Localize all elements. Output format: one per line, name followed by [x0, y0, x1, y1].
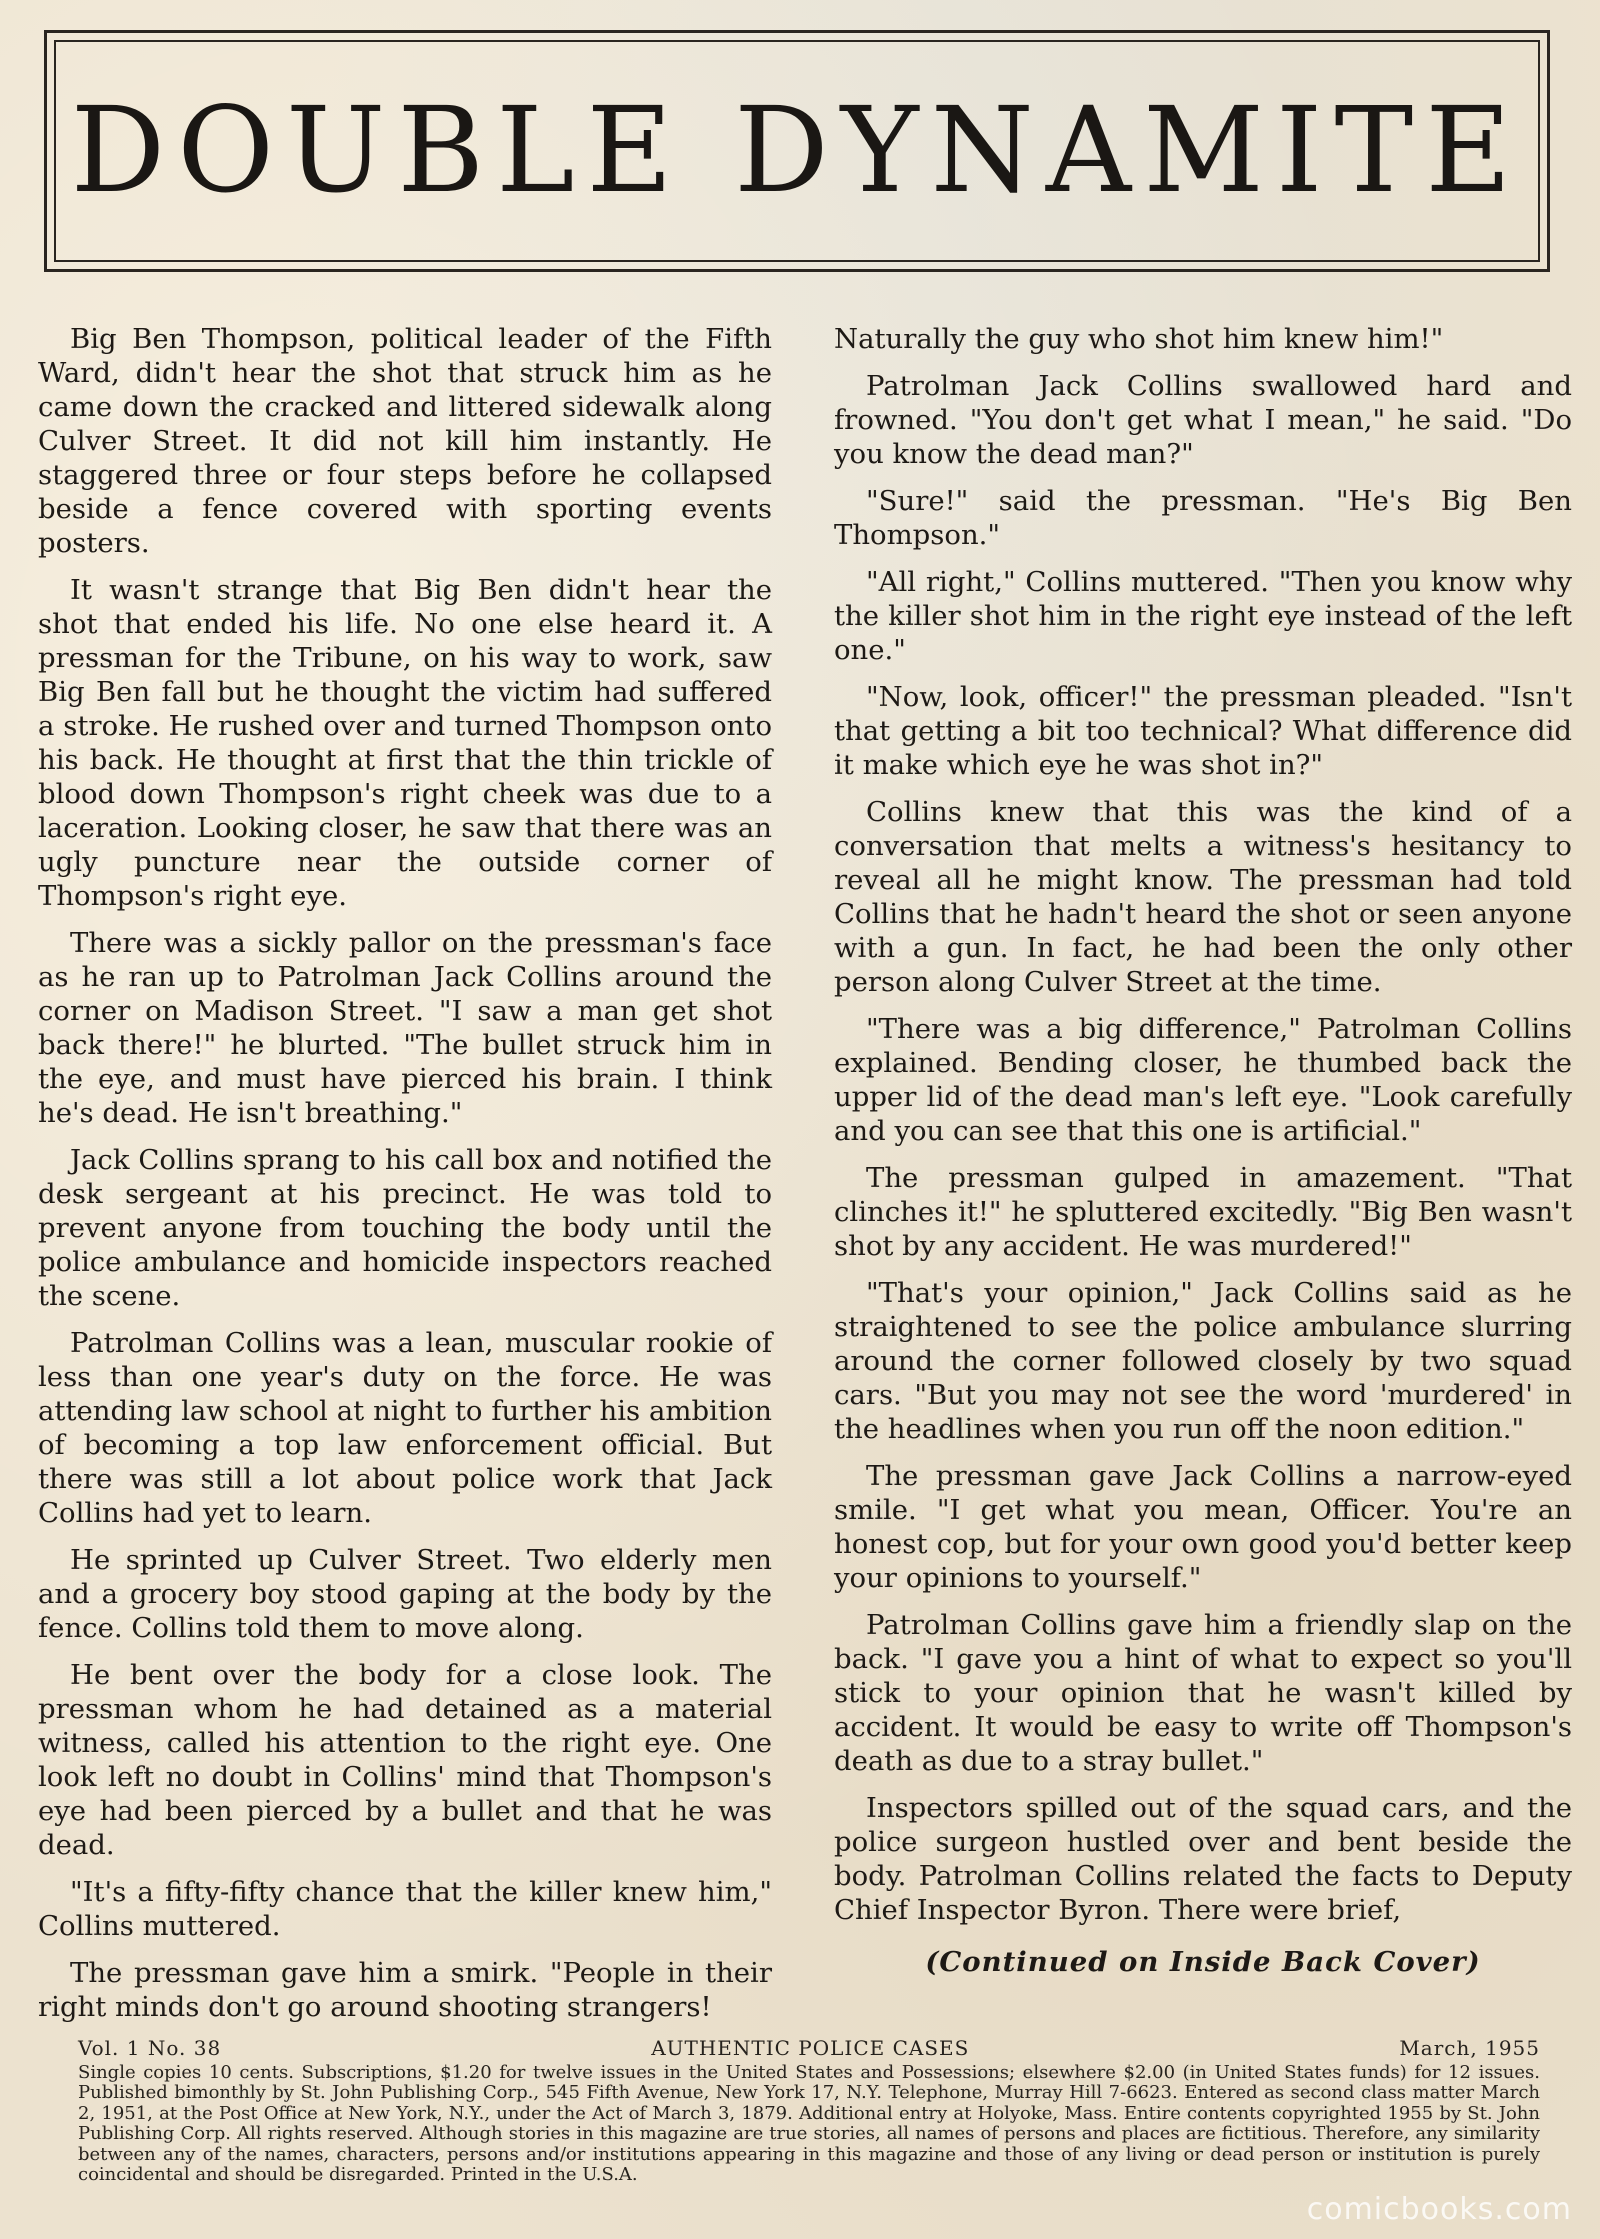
volume-number: Vol. 1 No. 38: [78, 2036, 222, 2060]
paragraph: "It's a fifty-fifty chance that the killer knew him," Collins muttered.: [38, 1876, 772, 1942]
paragraph: Patrolman Jack Collins swallowed hard and frowned. "You don't get what I mean," he said. "Do you know the dead man?": [834, 370, 1572, 470]
paragraph: "Sure!" said the pressman. "He's Big Ben Thompson.": [834, 485, 1572, 551]
paragraph: He sprinted up Culver Street. Two elderly men and a grocery boy stood gaping at the body by the fence. Collins told them to move along.: [38, 1544, 772, 1644]
left-column: [38, 322, 772, 2023]
story-title: DOUBLE DYNAMITE: [70, 81, 1524, 219]
publication-footer: [78, 2038, 1540, 2186]
legal-notice: Single copies 10 cents. Subscriptions, $1.20 for twelve issues in the United States and Possessions; elsewhere $2.00 (in United States funds) for 12 issues. Published bimonthly by St. John Publishing Corp., 545 Fifth Avenue, New York 17, N.Y. Telephone, Murray Hill 7-6623. Entered as second class matter March 2, 1951, at the Post Office at New York, N.Y., under the Act of March 3, 1879. Additional entry at Holyoke, Mass. Entire contents copyrighted 1955 by St. John Publishing Corp. All rights reserved. Although stories in this magazine are true stories, all names of persons and places are fictitious. Therefore, any similarity between any of the names, characters, persons and/or institutions appearing in this magazine and those of any living or dead person or institution is purely coincidental and should be disregarded. Printed in the U.S.A.: [78, 2061, 1540, 2185]
continued-note: (Continued on Inside Back Cover): [925, 1946, 1481, 1978]
footer-header: [78, 2038, 1540, 2059]
paragraph: The pressman gave Jack Collins a narrow-eyed smile. "I get what you mean, Officer. You're an honest cop, but for your own good you'd better keep your opinions to yourself.": [834, 1460, 1572, 1594]
paragraph: There was a sickly pallor on the pressman's face as he ran up to Patrolman Jack Collins around the corner on Madison Street. "I saw a man get shot back there!" he blurted. "The bullet struck him in the eye, and must have pierced his brain. I think he's dead. He isn't breathing.": [38, 927, 772, 1129]
paragraph: Big Ben Thompson, political leader of the Fifth Ward, didn't hear the shot that struck him as he came down the cracked and littered sidewalk along Culver Street. It did not kill him instantly. He staggered three or four steps before he collapsed beside a fence covered with sporting events posters.: [38, 323, 772, 559]
paragraph: The pressman gulped in amazement. "That clinches it!" he spluttered excitedly. "Big Ben wasn't shot by any accident. He was murdered!": [834, 1162, 1572, 1262]
paragraph: "That's your opinion," Jack Collins said as he straightened to see the police ambulance slurring around the corner followed closely by two squad cars. "But you may not see the word 'murdered' in the headlines when you run off the noon edition.": [834, 1277, 1572, 1445]
paragraph: "There was a big difference," Patrolman Collins explained. Bending closer, he thumbed back the upper lid of the dead man's left eye. "Look carefully and you can see that this one is artificial.": [834, 1013, 1572, 1147]
paragraph: Jack Collins sprang to his call box and notified the desk sergeant at his precinct. He was told to prevent anyone from touching the body until the police ambulance and homicide inspectors reached the scene.: [38, 1144, 772, 1312]
paragraph: It wasn't strange that Big Ben didn't hear the shot that ended his life. No one else heard it. A pressman for the Tribune, on his way to work, saw Big Ben fall but he thought the victim had suffered a stroke. He rushed over and turned Thompson onto his back. He thought at first that the thin trickle of blood down Thompson's right cheek was due to a laceration. Looking closer, he saw that there was an ugly puncture near the outside corner of Thompson's right eye.: [38, 574, 772, 912]
paragraph: Inspectors spilled out of the squad cars, and the police surgeon hustled over and bent beside the body. Patrolman Collins related the facts to Deputy Chief Inspector Byron. There were brief,: [834, 1792, 1572, 1926]
paragraph: "All right," Collins muttered. "Then you know why the killer shot him in the right eye instead of the left one.": [834, 566, 1572, 666]
paragraph: Patrolman Collins gave him a friendly slap on the back. "I gave you a hint of what to expect so you'll stick to your opinion that he wasn't killed by accident. It would be easy to write off Thompson's death as due to a stray bullet.": [834, 1609, 1572, 1777]
paragraph: The pressman gave him a smirk. "People in their right minds don't go around shooting strangers!: [38, 1957, 772, 2023]
title-box: [44, 30, 1550, 272]
paragraph: He bent over the body for a close look. The pressman whom he had detained as a material witness, called his attention to the right eye. One look left no doubt in Collins' mind that Thompson's eye had been pierced by a bullet and that he was dead.: [38, 1659, 772, 1861]
publication-name: AUTHENTIC POLICE CASES: [651, 2036, 970, 2060]
paragraph: Patrolman Collins was a lean, muscular rookie of less than one year's duty on the force. He was attending law school at night to further his ambition of becoming a top law enforcement official. But there was still a lot about police work that Jack Collins had yet to learn.: [38, 1327, 772, 1529]
paragraph: Collins knew that this was the kind of a conversation that melts a witness's hesitancy to reveal all he might know. The pressman had told Collins that he hadn't heard the shot or seen anyone with a gun. In fact, he had been the only other person along Culver Street at the time.: [834, 796, 1572, 998]
right-column: [834, 322, 1572, 2002]
paragraph: Naturally the guy who shot him knew him!": [834, 323, 1444, 355]
issue-date: March, 1955: [1399, 2036, 1540, 2060]
watermark: comicbooks.com: [1306, 2192, 1572, 2227]
paragraph: "Now, look, officer!" the pressman pleaded. "Isn't that getting a bit too technical? What difference did it make which eye he was shot in?": [834, 681, 1572, 781]
